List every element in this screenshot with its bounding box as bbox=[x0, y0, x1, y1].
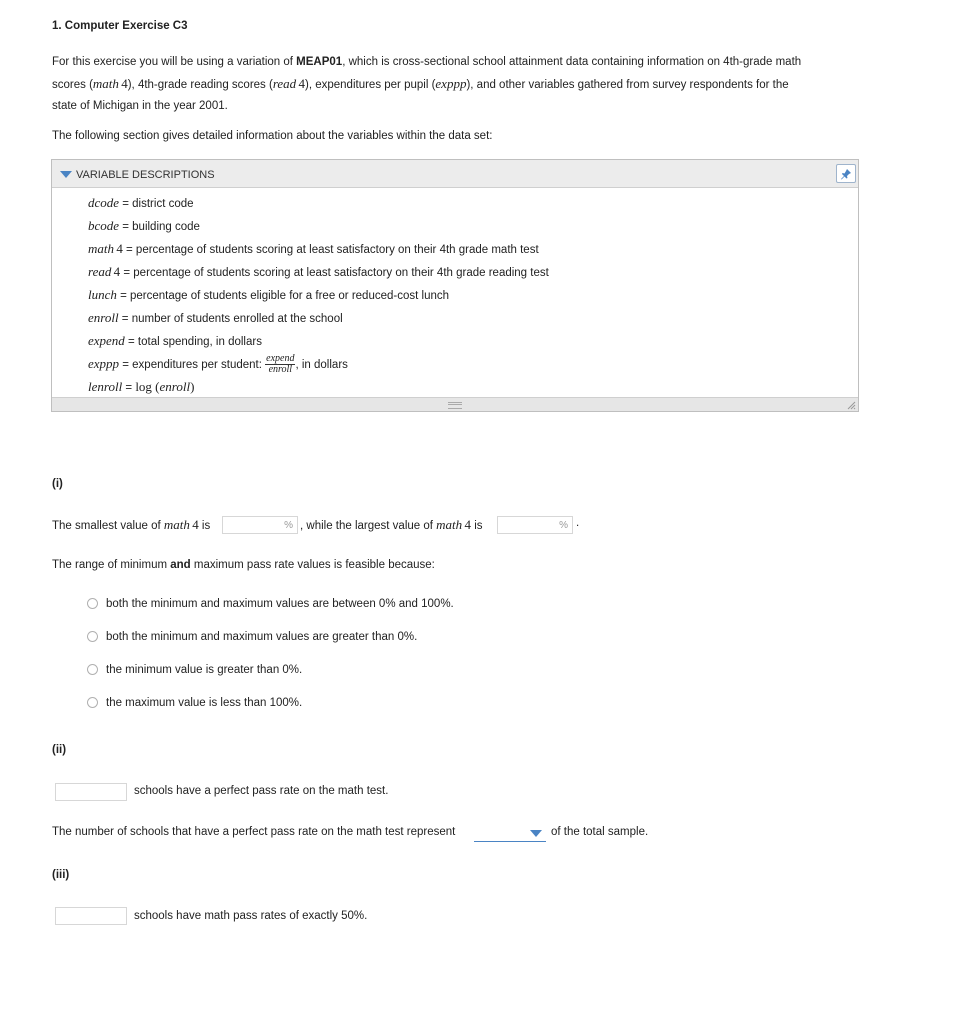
radio-option-2[interactable]: both the minimum and maximum values are greater than 0%. bbox=[87, 629, 417, 645]
following-text: The following section gives detailed information about the variables within the data set: bbox=[52, 130, 493, 142]
variable-row-lenroll: lenroll = log (enroll) bbox=[88, 379, 195, 394]
pin-icon[interactable] bbox=[836, 164, 856, 183]
intro-paragraph: For this exercise you will be using a variation of MEAP01, which is cross-sectional school attainment data containing information on 4th-grade math scores (math 4), 4th-grade reading scores (read 4), expenditures per pupil (exppp), and other variables gathered from survey respondents for the state of Michigan in the year 2001. bbox=[52, 56, 802, 112]
panel-header-label: VARIABLE DESCRIPTIONS bbox=[76, 169, 215, 181]
variable-row-expend: expend = total spending, in dollars bbox=[88, 333, 262, 348]
represent-text: The number of schools that have a perfect pass rate on the math test represent bbox=[52, 826, 456, 838]
panel-footer bbox=[52, 397, 858, 411]
exact-50-text: schools have math pass rates of exactly 50%. bbox=[134, 910, 368, 922]
part-iii-label: (iii) bbox=[52, 869, 70, 881]
variable-row-enroll: enroll = number of students enrolled at the school bbox=[88, 310, 343, 325]
radio-button[interactable] bbox=[87, 664, 98, 675]
exercise-title: 1. Computer Exercise C3 bbox=[52, 20, 188, 32]
sentence-period: . bbox=[576, 517, 580, 529]
variable-row-math4: math 4 = percentage of students scoring at least satisfactory on their 4th grade math test bbox=[88, 241, 539, 256]
variable-row-read4: read 4 = percentage of students scoring at least satisfactory on their 4th grade reading test bbox=[88, 264, 549, 279]
drag-grip-icon[interactable] bbox=[448, 402, 462, 409]
radio-button[interactable] bbox=[87, 697, 98, 708]
range-question: The range of minimum and maximum pass rate values is feasible because: bbox=[52, 559, 435, 571]
variable-row-lunch: lunch = percentage of students eligible for a free or reduced-cost lunch bbox=[88, 287, 450, 302]
part-i-label: (i) bbox=[52, 478, 63, 490]
variable-row-bcode: bcode = building code bbox=[88, 218, 200, 233]
smallest-value-text: The smallest value of math 4 is bbox=[52, 517, 211, 532]
min-math4-input[interactable]: % bbox=[222, 516, 298, 534]
radio-option-1[interactable]: both the minimum and maximum values are between 0% and 100%. bbox=[87, 596, 454, 612]
variable-row-dcode: dcode = district code bbox=[88, 195, 194, 210]
perfect-pass-text: schools have a perfect pass rate on the math test. bbox=[134, 785, 389, 797]
represent-post-text: of the total sample. bbox=[551, 826, 649, 838]
sample-share-dropdown[interactable] bbox=[474, 825, 546, 842]
radio-button[interactable] bbox=[87, 598, 98, 609]
chevron-down-icon[interactable] bbox=[530, 830, 542, 837]
resize-handle-icon[interactable] bbox=[846, 400, 856, 410]
exact-50-count-input[interactable] bbox=[55, 907, 127, 925]
variable-row-exppp: exppp = expenditures per student: $\frac{\text{expend}}{\text{enroll}}$ , in dollars bbox=[88, 353, 348, 376]
collapse-triangle-icon[interactable] bbox=[60, 171, 72, 178]
radio-button[interactable] bbox=[87, 631, 98, 642]
part-ii-label: (ii) bbox=[52, 744, 67, 756]
perfect-pass-count-input[interactable] bbox=[55, 783, 127, 801]
max-math4-input[interactable]: % bbox=[497, 516, 573, 534]
panel-header[interactable] bbox=[52, 160, 858, 188]
dataset-name: MEAP01 bbox=[296, 56, 343, 68]
expend-over-enroll-fraction: $\frac{\text{expend}}{\text{enroll}}$ bbox=[266, 353, 295, 376]
largest-value-text: , while the largest value of math 4 is bbox=[300, 517, 483, 532]
radio-option-4[interactable]: the maximum value is less than 100%. bbox=[87, 695, 302, 711]
radio-option-3[interactable]: the minimum value is greater than 0%. bbox=[87, 662, 302, 678]
variable-descriptions-panel bbox=[51, 159, 859, 412]
